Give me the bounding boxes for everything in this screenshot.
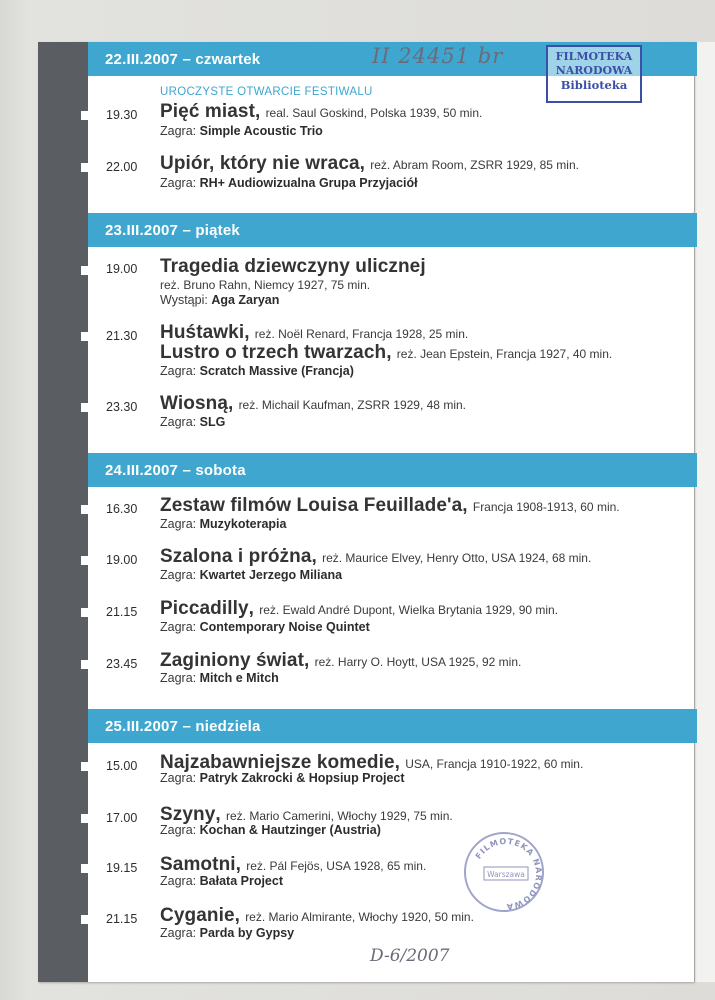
performer-label: Zagra: (160, 874, 197, 888)
screening-title-line: Samotni, reż. Pál Fejös, USA 1928, 65 min. (160, 854, 427, 875)
film-details: reż. Jean Epstein, Francja 1927, 40 min. (396, 347, 613, 361)
performer-label: Zagra: (160, 176, 197, 190)
performer-label: Zagra: (160, 568, 197, 582)
screening-title-line: Huśtawki, reż. Noël Renard, Francja 1928, 25 min. (160, 322, 469, 343)
film-details: reż. Maurice Elvey, Henry Otto, USA 1924, 68 min. (322, 551, 592, 565)
screening-title-line: Szyny, reż. Mario Camerini, Włochy 1929, 75 min. (160, 804, 453, 825)
performer-name: Patryk Zakrocki & Hopsiup Project (199, 771, 405, 785)
bullet-marker (81, 864, 93, 873)
performer-name: RH+ Audiowizualna Grupa Przyjaciół (199, 176, 418, 190)
film-title: Najzabawniejsze komedie (160, 752, 395, 773)
screening-time: 23.30 (106, 400, 138, 414)
performer-line (160, 620, 370, 634)
film-details: Francja 1908-1913, 60 min. (472, 500, 620, 514)
performer-line (160, 926, 294, 940)
film-title: Wiosną (160, 393, 228, 414)
day-header-label: 24.III.2007 – sobota (105, 462, 246, 479)
screening-time: 21.30 (106, 329, 138, 343)
performer-label: Zagra: (160, 926, 197, 940)
screening-time: 19.00 (106, 553, 138, 567)
performer-line (160, 415, 225, 429)
film-title: Upiór, który nie wraca (160, 153, 360, 174)
screening-title-line: Wiosną, reż. Michail Kaufman, ZSRR 1929, 48 min. (160, 393, 466, 414)
bullet-marker (81, 505, 93, 514)
performer-line (160, 823, 381, 837)
screening-time: 23.45 (106, 657, 138, 671)
screening-time: 16.30 (106, 502, 138, 516)
screening-time: 17.00 (106, 811, 138, 825)
performer-name: Kochan & Hautzinger (Austria) (199, 823, 381, 837)
film-title: Szyny (160, 804, 216, 825)
handwritten-footer-code: D-6/2007 (370, 946, 450, 966)
performer-label: Zagra: (160, 364, 197, 378)
screening-title-line: Cyganie, reż. Mario Almirante, Włochy 1920, 50 min. (160, 905, 474, 926)
film-details: reż. Michail Kaufman, ZSRR 1929, 48 min. (238, 398, 466, 412)
screening-time: 15.00 (106, 759, 138, 773)
film-title: Piccadilly (160, 598, 249, 619)
performer-label: Zagra: (160, 771, 197, 785)
performer-name: Scratch Massive (Francja) (199, 364, 354, 378)
performer-name: SLG (199, 415, 226, 429)
screening-title-line: Zaginiony świat, reż. Harry O. Hoytt, USA 1925, 92 min. (160, 650, 522, 671)
performer-name: Bałata Project (199, 874, 283, 888)
performer-name: Contemporary Noise Quintet (199, 620, 370, 634)
bullet-marker (81, 814, 93, 823)
bullet-marker (81, 163, 93, 172)
day-header-label: 23.III.2007 – piątek (105, 222, 240, 239)
screening-title-line: Szalona i próżna, reż. Maurice Elvey, Henry Otto, USA 1924, 68 min. (160, 546, 592, 567)
day-header-label: 22.III.2007 – czwartek (105, 51, 261, 68)
film-title: Samotni (160, 854, 236, 875)
screening-time: 22.00 (106, 160, 138, 174)
performer-label: Zagra: (160, 823, 197, 837)
film-title: Zestaw filmów Louisa Feuillade'a (160, 495, 463, 516)
screening-title-line: Piccadilly, reż. Ewald André Dupont, Wielka Brytania 1929, 90 min. (160, 598, 559, 619)
performer-name: Mitch e Mitch (199, 671, 279, 685)
screening-time: 19.30 (106, 108, 138, 122)
performer-label: Zagra: (160, 620, 197, 634)
film-title: Szalona i próżna (160, 546, 312, 567)
film-title: Tragedia dziewczyny ulicznej (160, 256, 426, 277)
bullet-marker (81, 332, 93, 341)
performer-line (160, 517, 286, 531)
performer-line (160, 874, 283, 888)
bullet-marker (81, 266, 93, 275)
screening-title-line: Najzabawniejsze komedie, USA, Francja 1910-1922, 60 min. (160, 752, 584, 773)
screening-title-line: Upiór, który nie wraca, reż. Abram Room, ZSRR 1929, 85 min. (160, 153, 579, 174)
film-title: Cyganie (160, 905, 235, 926)
opening-note: UROCZYSTE OTWARCIE FESTIWALU (160, 86, 373, 98)
performer-label: Wystąpi: (160, 293, 208, 307)
bullet-marker (81, 111, 93, 120)
film-details: reż. Bruno Rahn, Niemcy 1927, 75 min. (160, 278, 371, 292)
screening-time: 21.15 (106, 605, 138, 619)
performer-label: Zagra: (160, 124, 197, 138)
performer-line (160, 568, 342, 582)
film-title: Pięć miast (160, 101, 255, 122)
film-details: reż. Harry O. Hoytt, USA 1925, 92 min. (314, 655, 522, 669)
screening-time: 19.00 (106, 262, 138, 276)
film-title: Lustro o trzech twarzach (160, 342, 387, 363)
bullet-marker (81, 403, 93, 412)
performer-name: Parda by Gypsy (199, 926, 295, 940)
library-stamp (546, 45, 642, 103)
performer-label: Zagra: (160, 517, 197, 531)
stamp-line: NARODOWA (555, 64, 633, 77)
performer-line (160, 671, 279, 685)
screening-time: 21.15 (106, 912, 138, 926)
film-title: Zaginiony świat (160, 650, 305, 671)
handwritten-archive-code: II 24451 br (372, 44, 504, 68)
stamp-line: Biblioteka (560, 78, 628, 92)
round-stamp-center: Warszawa (487, 870, 525, 879)
screening-title-line: Pięć miast, real. Saul Goskind, Polska 1939, 50 min. (160, 101, 483, 122)
bullet-marker (81, 762, 93, 771)
performer-line (160, 124, 323, 138)
performer-name: Kwartet Jerzego Miliana (199, 568, 343, 582)
performer-label: Zagra: (160, 415, 197, 429)
stamp-line: FILMOTEKA (555, 50, 633, 63)
round-library-stamp (464, 832, 544, 912)
round-stamp-graphic (466, 834, 546, 914)
bullet-marker (81, 608, 93, 617)
performer-line (160, 364, 354, 378)
performer-line (160, 176, 418, 190)
bullet-marker (81, 660, 93, 669)
film-details: reż. Mario Camerini, Włochy 1929, 75 min. (225, 809, 453, 823)
screening-time: 19.15 (106, 861, 138, 875)
performer-line (160, 293, 279, 307)
film-title: Huśtawki (160, 322, 245, 343)
next-page-edge (694, 42, 715, 982)
screening-title-line: Lustro o trzech twarzach, reż. Jean Epstein, Francja 1927, 40 min. (160, 342, 613, 363)
performer-name: Simple Acoustic Trio (199, 124, 323, 138)
screening-title-line: Zestaw filmów Louisa Feuillade'a, Francja 1908-1913, 60 min. (160, 495, 620, 516)
day-header-label: 25.III.2007 – niedziela (105, 718, 261, 735)
round-stamp-text: FILMOTEKA NARODOWA (473, 836, 544, 912)
bullet-marker (81, 556, 93, 565)
screening-title-line (160, 256, 426, 278)
film-details: reż. Pál Fejös, USA 1928, 65 min. (246, 859, 427, 873)
film-details: real. Saul Goskind, Polska 1939, 50 min. (265, 106, 483, 120)
film-details: reż. Noël Renard, Francja 1928, 25 min. (254, 327, 469, 341)
film-details: reż. Ewald André Dupont, Wielka Brytania 1929, 90 min. (259, 603, 559, 617)
film-details: reż. Abram Room, ZSRR 1929, 85 min. (370, 158, 579, 172)
film-details: USA, Francja 1910-1922, 60 min. (405, 757, 584, 771)
performer-label: Zagra: (160, 671, 197, 685)
performer-line (160, 771, 405, 785)
bullet-marker (81, 915, 93, 924)
performer-name: Aga Zaryan (211, 293, 280, 307)
performer-name: Muzykoterapia (199, 517, 287, 531)
film-details: reż. Mario Almirante, Włochy 1920, 50 min. (245, 910, 474, 924)
